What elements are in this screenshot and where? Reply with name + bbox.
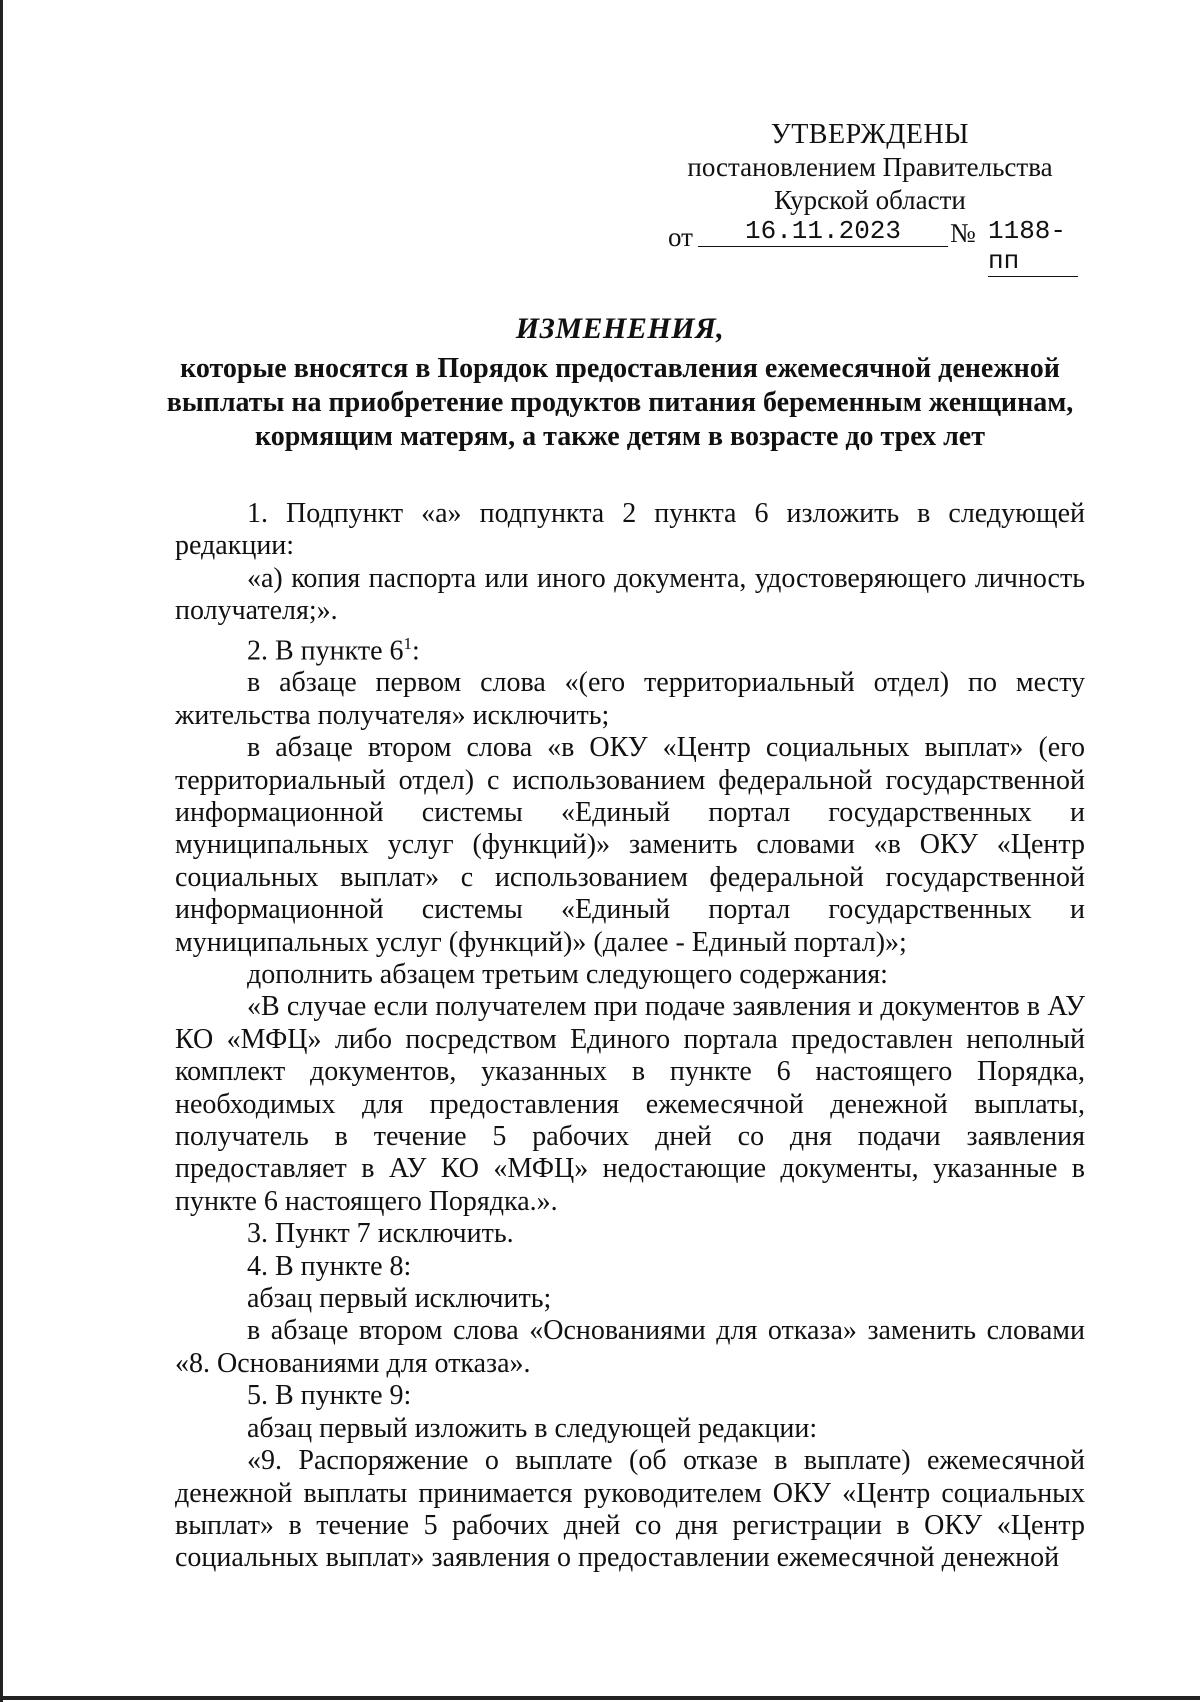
paragraph: в абзаце первом слова «(его территориальный отдел) по месту жительства получателя» исключить; [175, 667, 1085, 731]
approval-block [660, 118, 1080, 217]
paragraph: 3. Пункт 7 исключить. [247, 1218, 514, 1250]
approval-heading: УТВЕРЖДЕНЫ [770, 119, 970, 150]
date-prefix: от [668, 222, 693, 252]
approval-date-line [668, 216, 1078, 276]
paragraph: «В случае если получателем при подаче заявления и документов в АУ КО «МФЦ» либо посредством Единого портала предоставлен неполный комплект документов, указанных в пункте 6 настоящего Порядка, необходимых для предоставления ежемесячной денежной выплаты, получатель в течение 5 рабочих дней со дня подачи заявления предоставляет в АУ КО «МФЦ» недостающие документы, указанные в пункте 6 настоящего Порядка.». [175, 991, 1085, 1217]
approval-number: 1188-пп [988, 216, 1078, 277]
paragraph: абзац первый изложить в следующей редакции: [247, 1412, 818, 1444]
approval-line-2: Курской области [774, 185, 966, 215]
paragraph: 1. Подпункт «а» подпункта 2 пункта 6 изложить в следующей редакции: [175, 498, 1085, 562]
title-main: ИЗМЕНЕНИЯ, [515, 312, 725, 345]
paragraph [175, 628, 1085, 668]
scan-left-edge [0, 0, 3, 1702]
paragraph: «9. Распоряжение о выплате (об отказе в выплате) ежемесячной денежной выплаты принимается руководителем ОКУ «Центр социальных выплат» в течение 5 рабочих дней со дня регистрации в ОКУ «Центр социальных выплат» заявления о предоставлении ежемесячной денежной [175, 1445, 1085, 1574]
approval-line-1: постановлением Правительства [687, 152, 1053, 182]
paragraph-suffix: : [412, 634, 420, 666]
document-body [175, 498, 1085, 1575]
paragraph: 5. В пункте 9: [247, 1380, 412, 1412]
number-sign: № [950, 218, 976, 248]
paragraph: дополнить абзацем третьим следующего содержания: [247, 959, 888, 991]
paragraph: в абзаце втором слова «Основаниями для отказа» заменить словами «8. Основаниями для отказа». [175, 1315, 1085, 1379]
paragraph: 4. В пункте 8: [247, 1250, 412, 1282]
superscript: 1 [403, 633, 413, 653]
title-subtitle: которые вносятся в Порядок предоставления ежемесячной денежной выплаты на приобретение продуктов питания беременным женщинам, кормящим матерям, а также детям в возрасте до трех лет [166, 353, 1074, 452]
document-title [160, 312, 1080, 454]
paragraph: абзац первый исключить; [247, 1283, 552, 1315]
paragraph-text: 2. В пункте 6 [247, 634, 404, 666]
paragraph: «а) копия паспорта или иного документа, удостоверяющего личность получателя;». [175, 562, 1085, 627]
paragraph: в абзаце втором слова «в ОКУ «Центр социальных выплат» (его территориальный отдел) с использованием федеральной государственной информационной системы «Единый портал государственных и муниципальных услуг (функций)» заменить словами «в ОКУ «Центр социальных выплат» с использованием федеральной государственной информационной системы «Единый портал государственных и муниципальных услуг (функций)» (далее - Единый портал)»; [175, 732, 1085, 958]
approval-date: 16.11.2023 [698, 216, 948, 247]
scan-bottom-edge [0, 1696, 1200, 1700]
